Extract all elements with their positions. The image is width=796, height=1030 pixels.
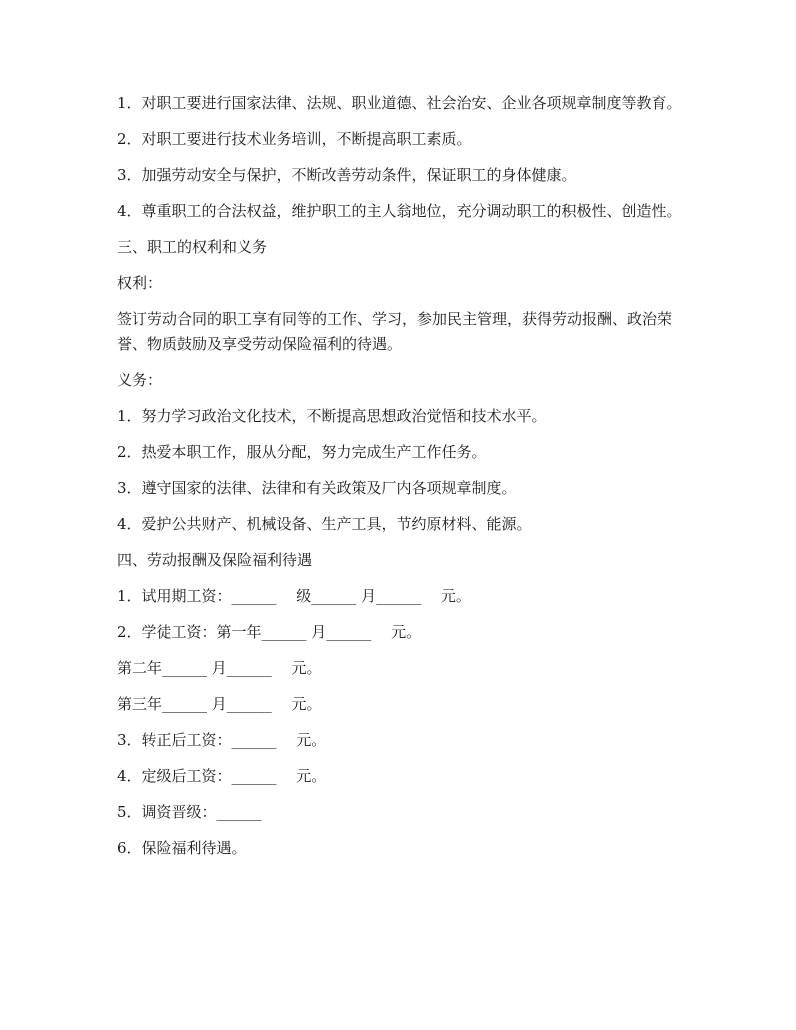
paragraph-education: 1．对职工要进行国家法律、法规、职业道德、社会治安、企业各项规章制度等教育。	[117, 94, 682, 112]
section-heading-wages-welfare: 四、劳动报酬及保险福利待遇	[117, 551, 313, 569]
wage-item-insurance: 6．保险福利待遇。	[117, 839, 247, 857]
paragraph-rights-detail: 签订劳动合同的职工享有同等的工作、学习，参加民主管理，获得劳动报酬、政治荣誉、物质鼓励及享受劳动保险福利的待遇。	[117, 310, 673, 353]
wage-item-apprentice-year1: 2．学徒工资：第一年______ 月______ 元。	[117, 623, 422, 641]
duty-item-3: 3．遵守国家的法律、法律和有关政策及厂内各项规章制度。	[117, 479, 517, 497]
paragraph-rights-respect: 4．尊重职工的合法权益，维护职工的主人翁地位，充分调动职工的积极性、创造性。	[117, 202, 682, 220]
paragraph-safety: 3．加强劳动安全与保护，不断改善劳动条件，保证职工的身体健康。	[117, 166, 577, 184]
duty-item-4: 4．爱护公共财产、机械设备、生产工具，节约原材料、能源。	[117, 515, 532, 533]
wage-item-apprentice-year2: 第二年______ 月______ 元。	[117, 659, 322, 677]
wage-item-regular: 3．转正后工资：______ 元。	[117, 731, 327, 749]
subheading-duties: 义务：	[117, 371, 163, 389]
subheading-rights: 权利：	[117, 274, 163, 292]
wage-item-probation: 1．试用期工资：______ 级______ 月______ 元。	[117, 587, 471, 605]
duty-item-1: 1．努力学习政治文化技术，不断提高思想政治觉悟和技术水平。	[117, 407, 547, 425]
document-body	[117, 91, 687, 872]
wage-item-graded: 4．定级后工资：______ 元。	[117, 767, 327, 785]
section-heading-rights-duties: 三、职工的权利和义务	[117, 238, 268, 256]
wage-item-apprentice-year3: 第三年______ 月______ 元。	[117, 695, 322, 713]
duty-item-2: 2．热爱本职工作，服从分配，努力完成生产工作任务。	[117, 443, 487, 461]
paragraph-training: 2．对职工要进行技术业务培训，不断提高职工素质。	[117, 130, 472, 148]
wage-item-promotion: 5．调资晋级：______	[117, 803, 262, 821]
